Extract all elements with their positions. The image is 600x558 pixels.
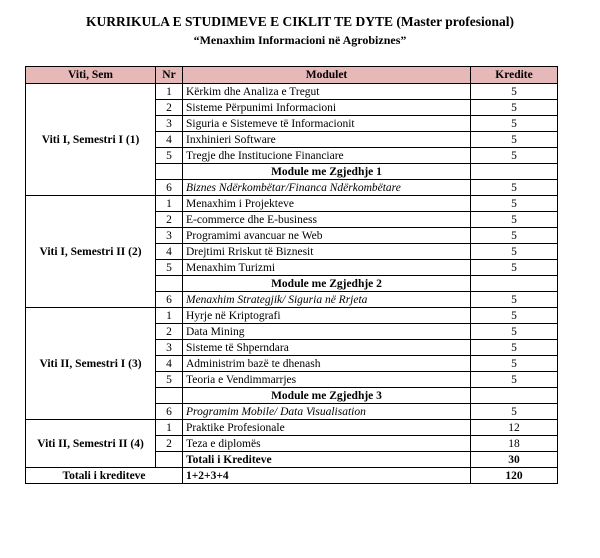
module-name: Teoria e Vendimmarrjes (183, 372, 471, 388)
module-credits: 5 (471, 116, 558, 132)
module-nr: 4 (156, 132, 183, 148)
optional-modules-header: Module me Zgjedhje 3 (183, 388, 471, 404)
grand-total-label: Totali i krediteve (26, 468, 183, 484)
module-nr: 6 (156, 292, 183, 308)
table-row (26, 196, 558, 212)
module-nr: 4 (156, 356, 183, 372)
curriculum-table (25, 66, 558, 484)
module-nr: 6 (156, 180, 183, 196)
module-nr: 3 (156, 116, 183, 132)
module-nr: 2 (156, 212, 183, 228)
optional-module-name: Biznes Ndërkombëtar/Financa Ndërkombëtare (183, 180, 471, 196)
module-credits: 5 (471, 308, 558, 324)
page-title: KURRIKULA E STUDIMEVE E CIKLIT TE DYTE (Master profesional) (85, 14, 515, 29)
module-name: E-commerce dhe E-business (183, 212, 471, 228)
module-name: Teza e diplomës (183, 436, 471, 452)
page-subtitle: “Menaxhim Informacioni në Agrobiznes” (193, 33, 407, 47)
module-nr: 2 (156, 436, 183, 452)
module-credits: 5 (471, 84, 558, 100)
module-credits: 5 (471, 100, 558, 116)
module-credits: 5 (471, 180, 558, 196)
optional-module-name: Menaxhim Strategjik/ Siguria në Rrjeta (183, 292, 471, 308)
optional-modules-header: Module me Zgjedhje 1 (183, 164, 471, 180)
table-header-row (26, 67, 558, 84)
header-semester: Viti, Sem (26, 67, 156, 84)
grand-total-value: 120 (471, 468, 558, 484)
module-nr: 6 (156, 404, 183, 420)
module-name: Kërkim dhe Analiza e Tregut (183, 84, 471, 100)
module-credits: 5 (471, 340, 558, 356)
module-name: Hyrje në Kriptografi (183, 308, 471, 324)
module-nr: 1 (156, 196, 183, 212)
module-credits: 18 (471, 436, 558, 452)
header-modules: Modulet (183, 67, 471, 84)
module-credits: 5 (471, 260, 558, 276)
module-name: Sisteme të Shperndara (183, 340, 471, 356)
module-nr: 5 (156, 372, 183, 388)
grand-total-formula: 1+2+3+4 (183, 468, 471, 484)
grand-total-row (26, 468, 558, 484)
module-credits: 5 (471, 324, 558, 340)
semester-label: Viti II, Semestri II (4) (26, 420, 156, 468)
module-credits: 5 (471, 404, 558, 420)
module-nr: 3 (156, 228, 183, 244)
module-credits: 5 (471, 244, 558, 260)
module-credits: 5 (471, 148, 558, 164)
module-credits: 5 (471, 356, 558, 372)
module-nr: 4 (156, 244, 183, 260)
module-credits: 12 (471, 420, 558, 436)
semester-label: Viti II, Semestri I (3) (26, 308, 156, 420)
module-credits: 5 (471, 212, 558, 228)
module-nr: 3 (156, 340, 183, 356)
module-credits: 5 (471, 196, 558, 212)
optional-modules-header: Module me Zgjedhje 2 (183, 276, 471, 292)
semester-total-value: 30 (471, 452, 558, 468)
module-nr: 1 (156, 308, 183, 324)
semester-label: Viti I, Semestri II (2) (26, 196, 156, 308)
module-name: Menaxhim i Projekteve (183, 196, 471, 212)
module-nr: 1 (156, 420, 183, 436)
header-credits: Kredite (471, 67, 558, 84)
module-name: Siguria e Sistemeve të Informacionit (183, 116, 471, 132)
module-nr: 1 (156, 84, 183, 100)
header-nr: Nr (156, 67, 183, 84)
module-credits: 5 (471, 292, 558, 308)
module-name: Inxhinieri Software (183, 132, 471, 148)
module-credits: 5 (471, 132, 558, 148)
table-row (26, 420, 558, 436)
table-row (26, 308, 558, 324)
module-name: Tregje dhe Institucione Financiare (183, 148, 471, 164)
table-row (26, 84, 558, 100)
module-name: Sisteme Përpunimi Informacioni (183, 100, 471, 116)
module-nr: 5 (156, 260, 183, 276)
module-name: Praktike Profesionale (183, 420, 471, 436)
semester-label: Viti I, Semestri I (1) (26, 84, 156, 196)
semester-total-label: Totali i Krediteve (183, 452, 471, 468)
module-name: Data Mining (183, 324, 471, 340)
module-credits: 5 (471, 228, 558, 244)
module-nr: 2 (156, 100, 183, 116)
module-name: Drejtimi Rriskut të Biznesit (183, 244, 471, 260)
module-credits: 5 (471, 372, 558, 388)
optional-module-name: Programim Mobile/ Data Visualisation (183, 404, 471, 420)
module-nr: 5 (156, 148, 183, 164)
module-name: Menaxhim Turizmi (183, 260, 471, 276)
module-nr: 2 (156, 324, 183, 340)
module-name: Administrim bazë te dhenash (183, 356, 471, 372)
module-name: Programimi avancuar ne Web (183, 228, 471, 244)
